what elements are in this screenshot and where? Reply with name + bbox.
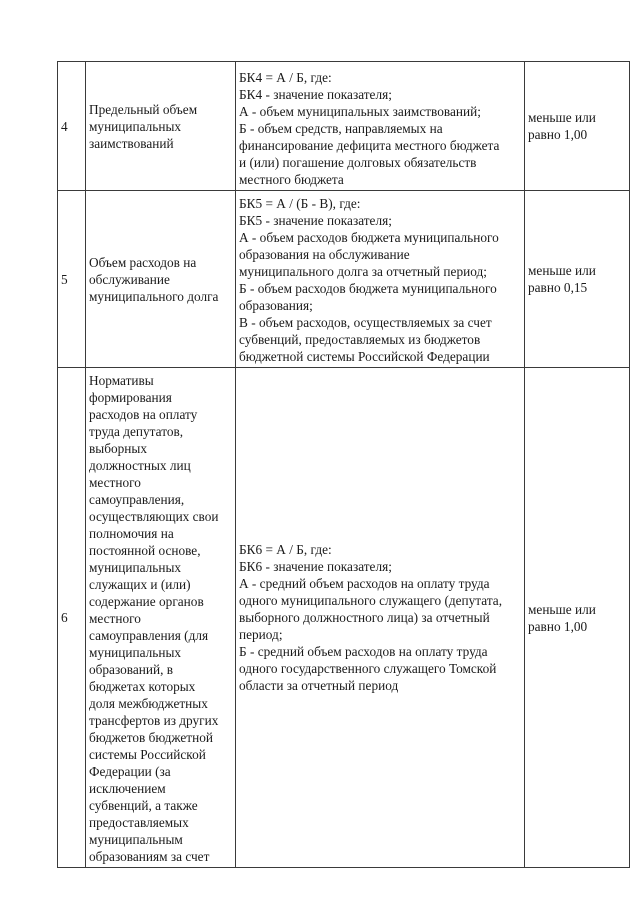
text-line: А - объем расходов бюджета муниципального bbox=[239, 230, 499, 245]
text-line: заимствований bbox=[89, 135, 174, 151]
row-number: 5 bbox=[58, 191, 86, 368]
indicator-name bbox=[86, 191, 236, 368]
text-line: служащих и (или) bbox=[89, 577, 191, 592]
text-line: самоуправления (для bbox=[89, 628, 209, 643]
text-line: системы Российской bbox=[89, 747, 206, 762]
text-line: муниципального долга за отчетный период; bbox=[239, 264, 487, 279]
text-line: образования; bbox=[239, 298, 313, 313]
row-number: 6 bbox=[58, 368, 86, 868]
text-line: области за отчетный период bbox=[239, 678, 399, 693]
text-line: БК5 = А / (Б - В), где: bbox=[239, 196, 361, 211]
text-line: расходов на оплату bbox=[89, 407, 198, 422]
text-line: А - средний объем расходов на оплату труда bbox=[239, 576, 490, 591]
text-line: трансфертов из других bbox=[89, 713, 219, 728]
text-line: бюджетов бюджетной bbox=[89, 730, 213, 745]
text-line: муниципального долга bbox=[89, 288, 219, 304]
text-line: бюджетах которых bbox=[89, 679, 196, 694]
text-line: БК4 = А / Б, где: bbox=[239, 70, 332, 85]
text-line: полномочия на bbox=[89, 526, 174, 541]
table-row bbox=[58, 191, 630, 368]
text-line: местного bbox=[89, 611, 141, 626]
text-line: период; bbox=[239, 627, 283, 642]
text-line: муниципальным bbox=[89, 832, 183, 847]
threshold-value bbox=[525, 62, 630, 191]
text-line: выборного должностного лица) за отчетный bbox=[239, 610, 490, 625]
text-line: формирования bbox=[89, 390, 172, 405]
text-line: образованиям за счет bbox=[89, 849, 210, 864]
text-line: Предельный объем bbox=[89, 101, 198, 117]
text-line: содержание органов bbox=[89, 594, 204, 609]
text-line: финансирование дефицита местного бюджета bbox=[239, 138, 500, 153]
text-line: равно 1,00 bbox=[528, 618, 588, 634]
text-line: бюджетной системы Российской Федерации bbox=[239, 349, 490, 364]
formula-description bbox=[236, 62, 525, 191]
indicator-name bbox=[86, 62, 236, 191]
text-line: муниципальных bbox=[89, 560, 182, 575]
text-line: муниципальных bbox=[89, 645, 182, 660]
text-line: БК6 = А / Б, где: bbox=[239, 542, 332, 557]
text-line: меньше или bbox=[528, 110, 596, 125]
text-line: Б - объем расходов бюджета муниципального bbox=[239, 281, 497, 296]
text-line: труда депутатов, bbox=[89, 424, 184, 439]
formula-description bbox=[236, 368, 525, 868]
text-line: образования на обслуживание bbox=[239, 247, 410, 262]
table-row bbox=[58, 368, 630, 868]
text-line: меньше или bbox=[528, 263, 596, 278]
threshold-value bbox=[525, 191, 630, 368]
text-line: выборных bbox=[89, 441, 147, 456]
text-line: постоянной основе, bbox=[89, 543, 201, 558]
text-line: обслуживание bbox=[89, 271, 170, 287]
text-line: Нормативы bbox=[89, 373, 154, 388]
text-line: должностных лиц bbox=[89, 458, 191, 473]
text-line: БК6 - значение показателя; bbox=[239, 559, 392, 574]
text-line: Б - средний объем расходов на оплату труда bbox=[239, 644, 488, 659]
threshold-value bbox=[525, 368, 630, 868]
text-line: муниципальных bbox=[89, 118, 182, 134]
text-line: Объем расходов на bbox=[89, 254, 197, 270]
text-line: доля межбюджетных bbox=[89, 696, 208, 711]
text-line: местного бюджета bbox=[239, 172, 344, 187]
text-line: местного bbox=[89, 475, 141, 490]
text-line: предоставляемых bbox=[89, 815, 189, 830]
text-line: А - объем муниципальных заимствований; bbox=[239, 104, 481, 119]
text-line: одного государственного служащего Томской bbox=[239, 661, 497, 676]
text-line: и (или) погашение долговых обязательств bbox=[239, 155, 477, 170]
table-row bbox=[58, 62, 630, 191]
text-line: Федерации (за bbox=[89, 764, 171, 779]
text-line: самоуправления, bbox=[89, 492, 185, 507]
text-line: меньше или bbox=[528, 601, 596, 617]
text-line: исключением bbox=[89, 781, 166, 796]
indicator-name bbox=[86, 368, 236, 868]
text-line: Б - объем средств, направляемых на bbox=[239, 121, 443, 136]
text-line: осуществляющих свои bbox=[89, 509, 219, 524]
formula-description bbox=[236, 191, 525, 368]
text-line: субвенций, а также bbox=[89, 798, 198, 813]
row-number: 4 bbox=[58, 62, 86, 191]
text-line: В - объем расходов, осуществляемых за счет bbox=[239, 315, 492, 330]
text-line: БК4 - значение показателя; bbox=[239, 87, 392, 102]
text-line: одного муниципального служащего (депутата, bbox=[239, 593, 503, 608]
text-line: равно 1,00 bbox=[528, 127, 588, 142]
text-line: равно 0,15 bbox=[528, 280, 588, 295]
text-line: образований, в bbox=[89, 662, 174, 677]
text-line: субвенций, предоставляемых из бюджетов bbox=[239, 332, 481, 347]
indicators-table bbox=[57, 61, 630, 868]
text-line: БК5 - значение показателя; bbox=[239, 213, 392, 228]
